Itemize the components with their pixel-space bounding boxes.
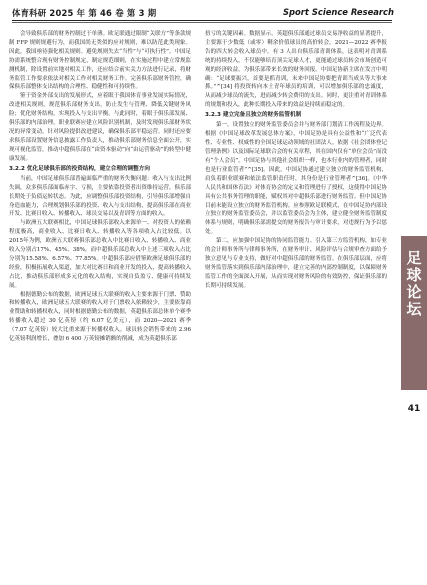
paragraph: 第一，设置独立的财务监管委员会并与财务部门划清工作流程及边界。根据《中国足球改革发展总体方案》，中国足协是具有公益性和“广泛代表性、专业性、权威性的全国足球运动领域的社团法人。依据《社会团体登记管理条例》以及国际足球联合会的有关章程，其在国内仅有“单位会员”而没有“个人会员”。中国足协与其他社会组织一样，也本行业内的管理者，同时也是行业监管者”^[35]。因此，中国足协通过建立独立的财务监管机构，肩负着职业联赛和依法监管职责任时，其身份是行业管理者^[36]。《中华人民共和国体育法》对体育协会的定义和管理进行了授权，这使得中国足协具有公共事务管理的职能，赋权其对中超俱乐部进行财务监管。但中国足协目前未能设立独立的财务监管机构。应参照欧足联模式，在中国足协内部设立独立的财务监管委员会，并以监管委员会为主体，建立健全财务监管制度体系与规则，明确俱乐部需提交的财务报告与审计要求，对违规行为予以惩处。 [205, 122, 387, 236]
header-rule-thin [12, 22, 392, 23]
journal-title-en: Sport Science Research [283, 7, 394, 17]
section-heading-3-2-3: 3.2.3 建立完备且独立的财务监管机制 [205, 112, 302, 119]
header-rule [12, 20, 392, 21]
page-number: 41 [407, 404, 421, 414]
paragraph: 会导致俱乐部的财务控制过于单薄。欧足联通过限制“关联方”等条款规制 FFP 规则规避行为，而我国尚无类似的应对规则，难以防范此类现象。因此，我国亟待强化相关规则。避免规则失去“当性”与“可执行性”。中国足协需系统整合现有财务控制规定，制定规范细则，在实施过程中建立常规监测机制，除设置前实地对相关工作，还应结合前实关力方法进行记录，将财务监管工作要求依法对相关工作对相关财务工作。完善俱乐部财务管控，确保俱乐部整体支出结构的合理性、稳健性和可持续性。 [9, 31, 191, 91]
page-header [0, 0, 427, 26]
paragraph: 鉴于资金外部支出的发展形式，应着眼于我国体育事业发展实际情况，改进相关规则，规范俱乐部财务支出，防止发生与管理、降低关键财务风险；优化财务结构，实现投入与支出平衡。与此同时，着眼于俱乐部发展、俱乐部的内部治理，职业联赛应建立风险识别机制，及时发现俱乐部财务状况的异常变动，针对风险提供改进建议，确保俱乐部平稳运营。同时还应要求俱乐部设置财务信息披露工作负责人，推动俱乐部财务信息全面公开，实现可视化监管，推动中超俱乐部在“由资本驱动”向“由运营驱动”的转型中健康发展。 [9, 93, 191, 162]
left-column [9, 30, 191, 570]
journal-title-cn: 体育科研 2025 年 第 46 卷 第 3 期 [12, 8, 157, 18]
paragraph: 根据德勤公布的数据，欧洲足球五大联赛的收入主要来源于门票、赞助和转播收入，欧洲足球五大联赛的收入对于门票收入依赖较少，主要依靠商业赞助和转播权收入，同时根据德勤公布的数据，英超俱乐部总体单个赛季转播收入超过 30 亿英镑（约 6.07 亿美元），而 2020—2021 赛季（7.07 亿英镑）较大比重来源于转播权收入。球员转会销售带来的 2.96 亿英镑利润增长，叠加 6 400 万英镑摊销额的削减，成为英超俱乐部 [9, 291, 191, 343]
right-column [205, 30, 387, 570]
paragraph: 第二，应加强中国足协的协同监管能力。引入第三方监管机构，如专业的会计师事务所与律师事务所，在财务审计、风险评估与合规审查方面给予独立意见与专业支持，做好对中超俱乐部的财务监管。在俱乐部层面，应将财务监管落实到俱乐部内部治理中，建立完善的内部控制制度，以保障财务监管工作的全面深入开展，从而实现对财务风险的有效防控，保证俱乐部的长期可持续发展。 [205, 238, 387, 289]
section-tab-label: 足球论坛 [406, 249, 422, 318]
paragraph: 当前，中国足球俱乐部普遍面临严重的财务失衡问题：收入与支出比例失调，众多俱乐部面临赤字、亏损，主要依靠投资者出资维持运营，俱乐部长期处于负债运转状态。为此，应调整俱乐部投资结构，引导俱乐部增强自身造血能力，合理规划俱乐部的投资、收入与支出结构，提高俱乐部在商业开发、比赛日收入、转播收入、球员交易以及青训等方面的收入。 [9, 175, 191, 218]
paragraph: 与欧洲五大联赛相比，中国足球俱乐部收入来源单一、对投资人的依赖程度极高，商业收入、比赛日收入、转播收入等各项收入占比较低。以2015年为例，欧洲五大联赛俱乐部总收入中比赛日收入、转播收入、商业收入分别占17%、45%、38%，而中超俱乐部总收入中上述三项收入占比分别为15.58%、6.57%、77.85%。中超俱乐部应借鉴欧洲足球俱乐部的经验，积极拓展收入渠道，加大对比赛日和商业开发的投入，提高转播收入占比，推动俱乐部形成多元化的收入结构，实现自负盈亏、健康可持续发展。 [9, 220, 191, 289]
paragraph: 扭亏的关键因素。数据显示，英超俱乐部通过球员交易净收益的显著提升，主要源于少数低（或零）剩余价值球员的高价转会。2021—2022 赛季报告的四大转会收入球员中，有 3 人出自俱乐部青训体系，这表明对青训系统的持续投入，不仅能够培育顶尖足球人才，更能通过球员转会市场创造可观的经济收益。为俱乐部带来长效的财务回报。中国足协新主席在发言中明确：“足球要振兴，首要是抓青训，未来中国足协要把青训当成头等大事来抓。”^[34] 将投资转向本土青年球员的培训，可以增加俱乐部的忠诚度，从而减少球员的流失，进而减少转会费用的支出。同时，更注重对青训体系的规划和投入，此种长期投入带来的效益是持续而稳定的。 [205, 31, 387, 109]
section-heading-3-2-2: 3.2.2 优化足球俱乐部的投资结构，建立合理的调整方向 [9, 165, 150, 172]
